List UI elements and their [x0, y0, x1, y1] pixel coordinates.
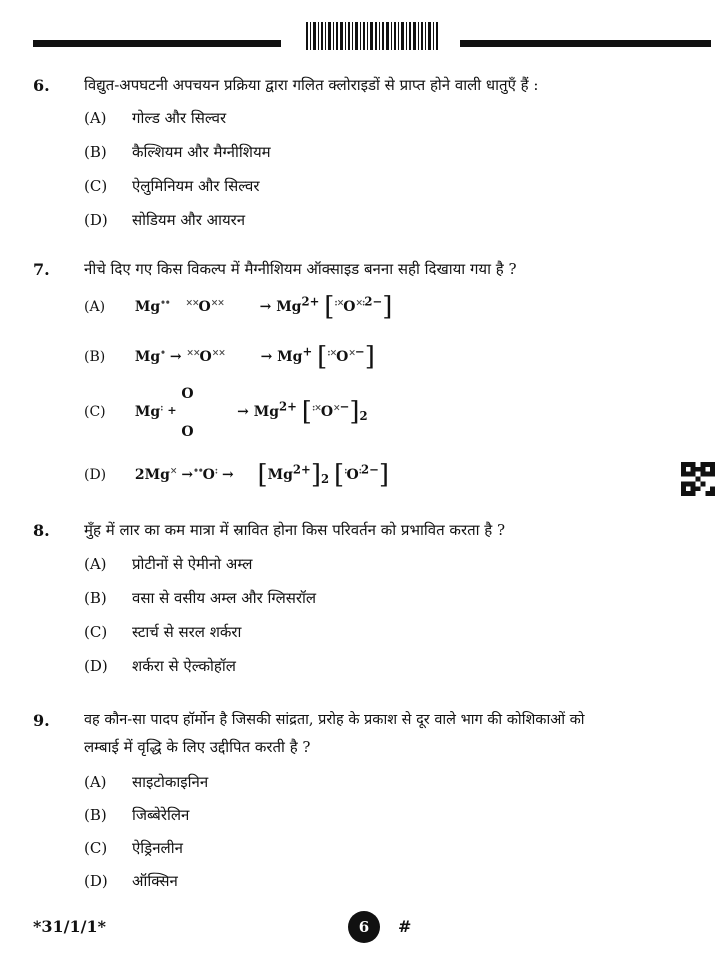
chem-option-b [84, 342, 375, 372]
electron-dots: ×× [210, 298, 224, 309]
reactant-mg: 2Mg [134, 467, 170, 483]
electron-dots: :× [311, 403, 321, 414]
bracket-open: [ [301, 397, 312, 427]
reaction-arrow: → [260, 349, 273, 365]
option-label: (C) [84, 177, 108, 195]
electron-dots: •• [160, 298, 170, 309]
product-mg: Mg [253, 404, 280, 420]
reactant-mg: Mg [134, 404, 161, 420]
option-text: ऐड्रिनलीन [132, 839, 183, 857]
charge: + [302, 344, 313, 359]
product-mg: Mg [277, 349, 303, 365]
subscript: 2 [320, 471, 330, 486]
option-label: (D) [84, 872, 108, 890]
option-label: (A) [84, 299, 106, 315]
option-label: (B) [84, 349, 106, 365]
reactant-o-top: O [181, 386, 194, 402]
option-text: गोल्ड और सिल्वर [132, 109, 227, 127]
reaction-arrow: → [259, 299, 272, 315]
option-text: स्टार्च से सरल शर्करा [132, 623, 242, 641]
product-o: O [336, 349, 349, 365]
bracket-open: [ [317, 342, 328, 372]
reactant-o: O [198, 299, 211, 315]
electron-dots: • [160, 348, 165, 359]
electron-dots: ×× [211, 348, 225, 359]
header-rule-right [460, 40, 711, 47]
option-c [84, 622, 241, 642]
question-number: 8. [33, 521, 50, 540]
electron-dots: ×× [185, 298, 199, 309]
paper-code: *31/1/1* [33, 917, 106, 936]
product-mg: Mg [267, 467, 293, 483]
chem-option-d [84, 460, 389, 490]
option-c [84, 838, 183, 858]
reactant-mg: Mg [134, 299, 161, 315]
bracket-open: [ [324, 292, 335, 322]
electron-dots: •• [193, 466, 203, 477]
option-a [84, 554, 252, 574]
option-text: वसा से वसीय अम्ल और ग्लिसरॉल [132, 589, 317, 607]
option-d [84, 210, 245, 230]
electron-dots: ×: [355, 298, 365, 309]
reactant-o: O [202, 467, 215, 483]
question-number: 7. [33, 260, 50, 279]
option-c [84, 176, 259, 196]
bracket-close: ] [364, 342, 375, 372]
option-text: जिब्बेरेलिन [132, 806, 190, 824]
option-text: प्रोटीनों से ऐमीनो अम्ल [132, 555, 253, 573]
electron-dots: : [358, 466, 361, 477]
option-label: (C) [84, 623, 108, 641]
electron-dots: × [333, 403, 340, 414]
option-label: (C) [84, 839, 108, 857]
option-label: (A) [84, 109, 107, 127]
option-label: (B) [84, 143, 107, 161]
electron-dots: :× [334, 298, 344, 309]
ion-charge: 2− [360, 462, 379, 477]
charge: 2+ [279, 399, 297, 414]
reactant-o-bottom: O [181, 424, 194, 440]
question-text-line-1: वह कौन-सा पादप हॉर्मोन है जिसकी सांद्रता, प्ररोह के प्रकाश से दूर वाले भाग की कोशिकाओं को [84, 712, 585, 728]
qr-code-icon [681, 462, 715, 496]
option-label: (C) [84, 404, 106, 420]
reaction-arrow: → [237, 404, 249, 420]
option-text: ऑक्सिन [132, 872, 178, 890]
option-text: शर्करा से ऐल्कोहॉल [132, 657, 236, 675]
charge: 2+ [301, 294, 320, 309]
question-text: मुँह में लार का कम मात्रा में स्रावित होना किस परिवर्तन को प्रभावित करता है ? [84, 521, 506, 539]
option-b [84, 142, 271, 162]
option-label: (D) [84, 211, 108, 229]
question-text: विद्युत-अपघटनी अपचयन प्रक्रिया द्वारा गलित क्लोराइडों से प्राप्त होने वाली धातुएँ हैं : [84, 76, 539, 94]
reactant-o: O [199, 349, 212, 365]
reaction-arrow: → [169, 349, 182, 365]
ion-charge: − [339, 399, 350, 414]
hash-mark: # [398, 917, 412, 936]
option-label: (A) [84, 773, 107, 791]
bracket-close: ] [310, 460, 321, 490]
option-label: (B) [84, 589, 107, 607]
subscript: 2 [359, 408, 368, 423]
option-label: (D) [84, 657, 108, 675]
option-d [84, 871, 178, 891]
plus-sign: + [167, 404, 177, 417]
electron-dots: : [344, 466, 347, 477]
ion-charge: 2− [364, 294, 383, 309]
reactant-mg: Mg [134, 349, 161, 365]
question-number: 6. [33, 76, 50, 95]
product-o: O [346, 467, 359, 483]
electron-dots: × [169, 466, 177, 477]
reaction-arrow: → [181, 467, 194, 483]
question-text: नीचे दिए गए किस विकल्प में मैग्नीशियम ऑक्साइड बनना सही दिखाया गया है ? [84, 260, 517, 278]
option-text: ऐलुमिनियम और सिल्वर [132, 177, 260, 195]
electron-dots: × [348, 348, 355, 359]
electron-dots: : [214, 466, 218, 477]
option-d [84, 656, 236, 676]
electron-dots: :× [327, 348, 337, 359]
bracket-close: ] [382, 292, 393, 322]
option-a [84, 108, 226, 128]
option-label: (B) [84, 806, 107, 824]
option-label: (A) [84, 555, 107, 573]
barcode [306, 22, 438, 50]
charge: 2+ [292, 462, 311, 477]
option-text: सोडियम और आयरन [132, 211, 246, 229]
split-oxygen [167, 386, 207, 440]
option-a [84, 772, 208, 792]
ion-charge: − [354, 344, 365, 359]
option-b [84, 805, 189, 825]
chem-option-c [84, 386, 368, 440]
electron-dots: : [160, 403, 163, 414]
bracket-close: ] [349, 397, 360, 427]
page-number: 6 [348, 911, 380, 943]
option-b [84, 588, 316, 608]
chem-option-a [84, 292, 392, 322]
product-mg: Mg [276, 299, 302, 315]
header-rule-left [33, 40, 281, 47]
electron-dots: ×× [186, 348, 200, 359]
bracket-close: ] [378, 460, 390, 490]
bracket-open: [ [333, 460, 345, 490]
question-number: 9. [33, 711, 50, 730]
bracket-open: [ [257, 460, 268, 490]
reaction-arrow: → [221, 467, 234, 483]
option-text: साइटोकाइनिन [132, 773, 209, 791]
product-o: O [320, 404, 334, 420]
option-label: (D) [84, 467, 107, 483]
question-text-line-2: लम्बाई में वृद्धि के लिए उद्दीपित करती है ? [84, 738, 311, 756]
option-text: कैल्शियम और मैग्नीशियम [132, 143, 271, 161]
product-o: O [343, 299, 356, 315]
